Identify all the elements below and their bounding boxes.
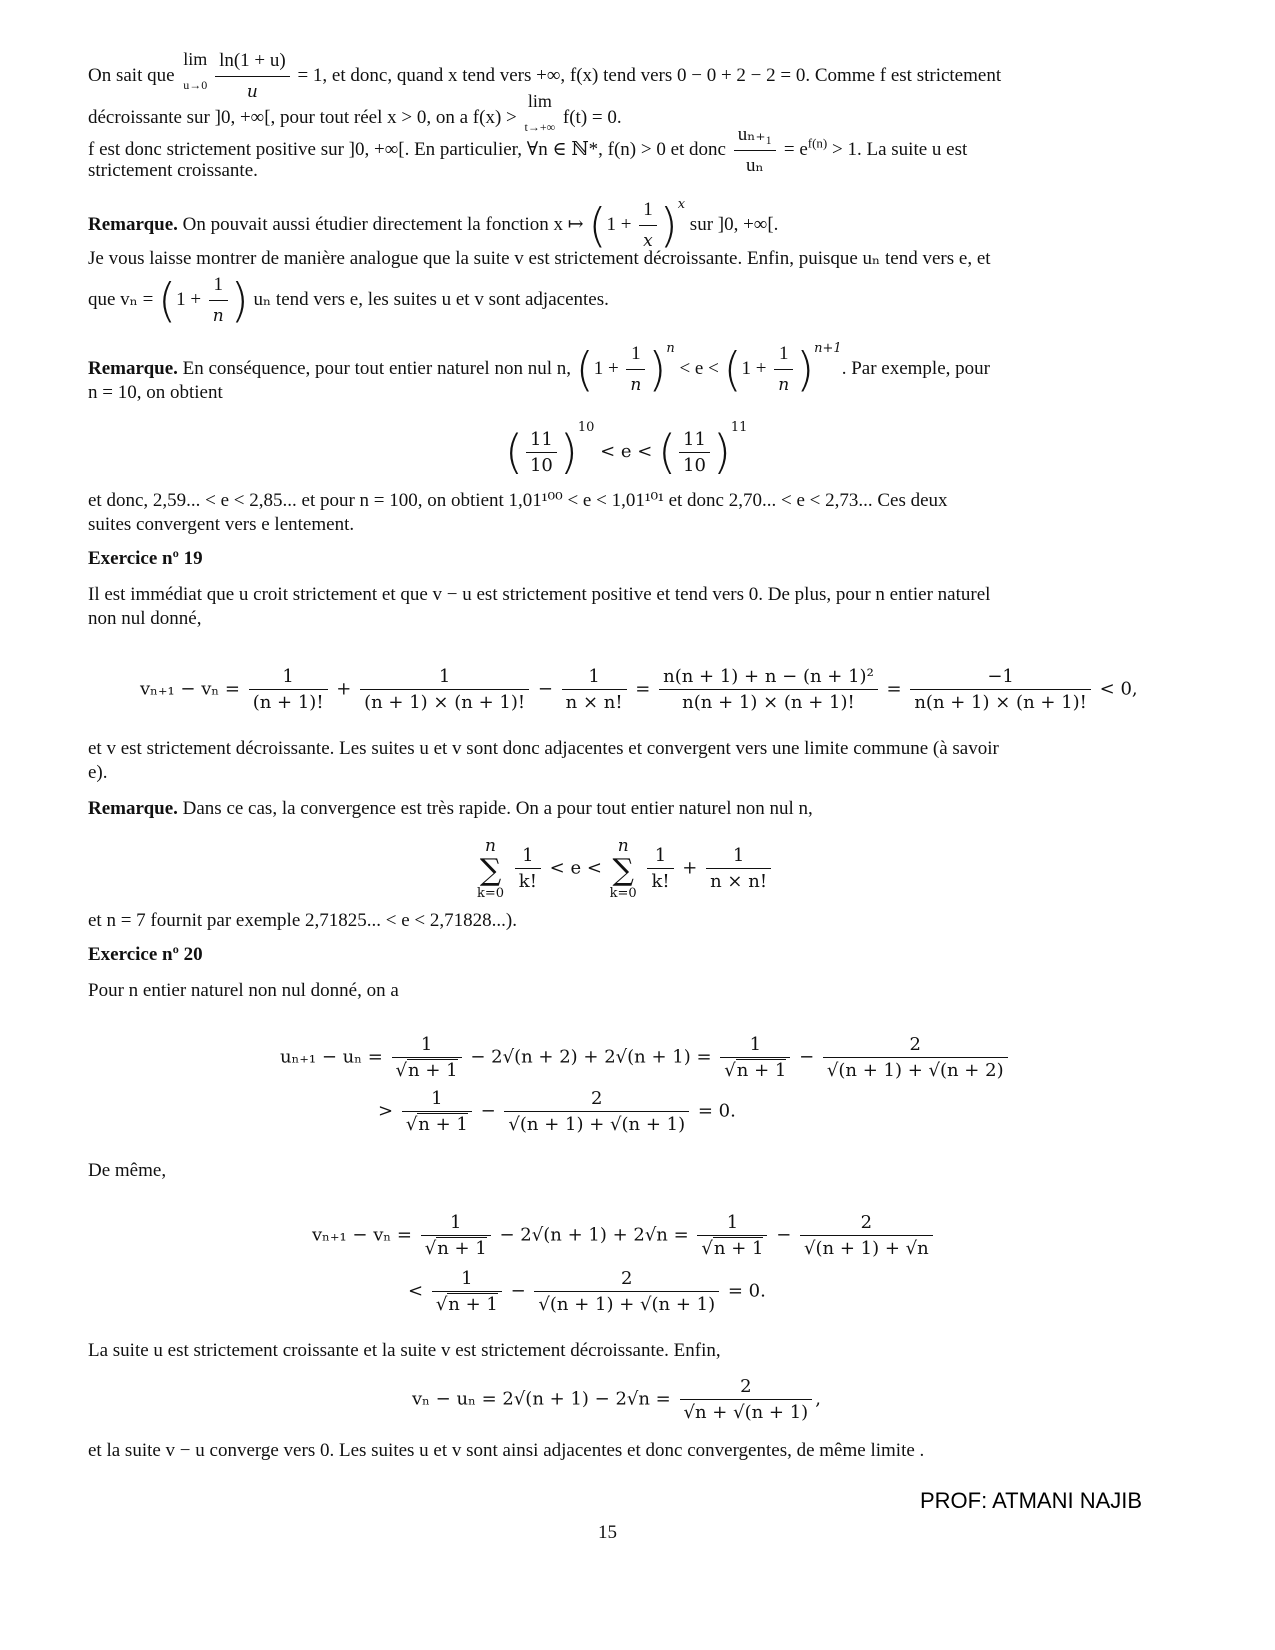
text: f est donc strictement positive sur ]0, +∞[. En particulier, ∀n ∈ ℕ*, f(n) > 0 et donc xyxy=(88,138,726,160)
text: e). xyxy=(88,762,108,783)
equation-ex20-v-line1: vₙ₊₁ − vₙ = $\frac{1}{√n + 1}$ − 2√(n + 1) + 2√n = $\frac{1}{√n + 1}$ − $\frac{2}{√(n + 1) + √n}$ xyxy=(312,1212,936,1259)
paragraph-approx xyxy=(88,488,1188,514)
text: n = 10, on obtient xyxy=(88,382,223,403)
text: > 1. La suite u est xyxy=(832,138,968,160)
remark-label: Remarque. xyxy=(88,798,178,819)
paragraph-ex19-3 xyxy=(88,736,1188,762)
paragraph-ex20-conclusion xyxy=(88,1338,1188,1364)
text: et v est strictement décroissante. Les suites u et v sont donc adjacentes et convergent vers une limite commune (à savoir xyxy=(88,738,999,759)
text: strictement croissante. xyxy=(88,160,258,181)
heading-exercise-20: Exercice nº 20 xyxy=(88,944,203,965)
paragraph-de-meme xyxy=(88,1158,1188,1184)
ratio-fraction: $\frac{\text{uₙ₊₁}}{\text{uₙ}}$ xyxy=(734,122,776,179)
paragraph-ex20 xyxy=(88,978,1188,1004)
ln-fraction: $\frac{\ln(1 + u)}{u}$ xyxy=(215,48,290,105)
text: Il est immédiat que u croit strictement et que v − u est strictement positive et tend vers 0. De plus, pour n entier naturel xyxy=(88,584,991,605)
text: = e xyxy=(783,138,808,160)
paragraph-positive-2 xyxy=(88,158,1188,184)
equation-ex19: vₙ₊₁ − vₙ = $\frac{1}{(n + 1)!}$ + $\frac{1}{(n + 1) \times (n + 1)!}$ − $\frac{1}{n \times n!}$ = $\frac{\text{n(n + 1) + n − (n + 1)²}}{n(n + 1) \times (n + 1)!}$ = $\frac{-1}{n(n + 1) \times (n + 1)!}$ < 0, xyxy=(140,666,1138,713)
author-footer: PROF: ATMANI NAJIB xyxy=(920,1488,1143,1513)
text: Dans ce cas, la convergence est très rapide. On a pour tout entier naturel non nul n, xyxy=(182,798,813,819)
text: = 1, et donc, quand x tend vers +∞, f(x) tend vers 0 − 0 + 2 − 2 = 0. Comme f est strictement xyxy=(297,65,1002,86)
paragraph-ex20-final xyxy=(88,1438,1188,1464)
exponent: f(n) xyxy=(807,135,828,151)
text: que vₙ = xyxy=(88,288,154,310)
text: sur ]0, +∞[. xyxy=(689,214,779,235)
equation-eleven-tenths: ( $\frac{11}{10}$ )$^{10}$ < e < ( $\frac{11}{10}$ )$^{11}$ xyxy=(505,420,748,479)
text: et la suite v − u converge vers 0. Les suites u et v sont ainsi adjacentes et donc convergentes, de même limite . xyxy=(88,1440,925,1461)
heading-exercise-19: Exercice nº 19 xyxy=(88,548,203,569)
paragraph-analogous-2: que vₙ = (1 + $\frac{1}{n}$ ) uₙ tend vers e, les suites u et v sont adjacentes. xyxy=(88,273,609,328)
text: uₙ tend vers e, les suites u et v sont adjacentes. xyxy=(253,288,609,310)
text: et donc, 2,59... < e < 2,85... et pour n = 100, on obtient 1,01¹⁰⁰ < e < 1,01¹⁰¹ et donc 2,70... < e < 2,73... Ces deux xyxy=(88,490,948,511)
lim-word: lim xyxy=(527,91,552,111)
text: . Par exemple, pour xyxy=(841,358,990,379)
paragraph-analogous xyxy=(88,246,1188,272)
equation-ex20-u-line2: > $\frac{1}{√n + 1}$ − $\frac{2}{√(n + 1) + √(n + 1)}$ = 0. xyxy=(378,1088,736,1135)
paragraph-ex19-2 xyxy=(88,606,1188,632)
equation-ex20-u-line1: uₙ₊₁ − uₙ = $\frac{1}{√n + 1}$ − 2√(n + 2) + 2√(n + 1) = $\frac{1}{√n + 1}$ − $\frac{2}{√(n + 1) + √(n + 2)}$ xyxy=(280,1034,1011,1081)
text: Pour n entier naturel non nul donné, on a xyxy=(88,980,399,1001)
text: f(t) = 0. xyxy=(562,107,622,128)
paragraph-ex19-5 xyxy=(88,908,1188,934)
remark-1: Remarque. On pouvait aussi étudier directement la fonction x ↦ (1 + $\frac{1}{x}$ )$^x$ sur ]0, +∞[. xyxy=(88,197,779,253)
text: Je vous laisse montrer de manière analogue que la suite v est strictement décroissante. Enfin, puisque uₙ tend vers e, et xyxy=(88,248,991,269)
equation-ex20-difference: vₙ − uₙ = 2√(n + 1) − 2√n = $\frac{2}{√n + √(n + 1)}$ , xyxy=(412,1376,821,1423)
lim-sub: t→+∞ xyxy=(524,120,556,134)
text: suites convergent vers e lentement. xyxy=(88,514,355,535)
remark-3 xyxy=(88,796,1188,822)
paragraph-approx-2 xyxy=(88,512,1188,538)
equation-sum: n ∑ k=0 $\frac{1}{k!}$ < e < n ∑ k=0 $\frac{1}{k!}$ + $\frac{1}{n \times n!}$ xyxy=(475,836,774,901)
lim-sub: u→0 xyxy=(183,78,208,92)
text: non nul donné, xyxy=(88,608,202,629)
text: On pouvait aussi étudier directement la fonction x ↦ xyxy=(182,214,584,235)
remark-label: Remarque. xyxy=(88,214,178,235)
text: En conséquence, pour tout entier naturel non nul n, xyxy=(182,358,571,379)
lim-word: lim xyxy=(183,49,208,69)
equation-ex20-v-line2: < $\frac{1}{√n + 1}$ − $\frac{2}{√(n + 1) + √(n + 1)}$ = 0. xyxy=(408,1268,766,1315)
text: De même, xyxy=(88,1160,167,1181)
page-number: 15 xyxy=(598,1522,617,1543)
remark-2-line2 xyxy=(88,380,1188,406)
remark-2: Remarque. En conséquence, pour tout entier naturel non nul n, (1 + $\frac{1}{n}$ )$^n$ < e < (1 + $\frac{1}{n}$ )$^{n+1}$. Par exemple, pour xyxy=(88,341,990,397)
text: La suite u est strictement croissante et la suite v est strictement décroissante. Enfin, xyxy=(88,1340,721,1361)
text: décroissante sur ]0, +∞[, pour tout réel x > 0, on a f(x) > xyxy=(88,107,517,128)
paragraph-ex19-4 xyxy=(88,760,1188,786)
paragraph-ex19 xyxy=(88,582,1188,608)
remark-label: Remarque. xyxy=(88,358,178,379)
text: et n = 7 fournit par exemple 2,71825... < e < 2,71828...). xyxy=(88,910,517,931)
text: On sait que xyxy=(88,65,175,86)
